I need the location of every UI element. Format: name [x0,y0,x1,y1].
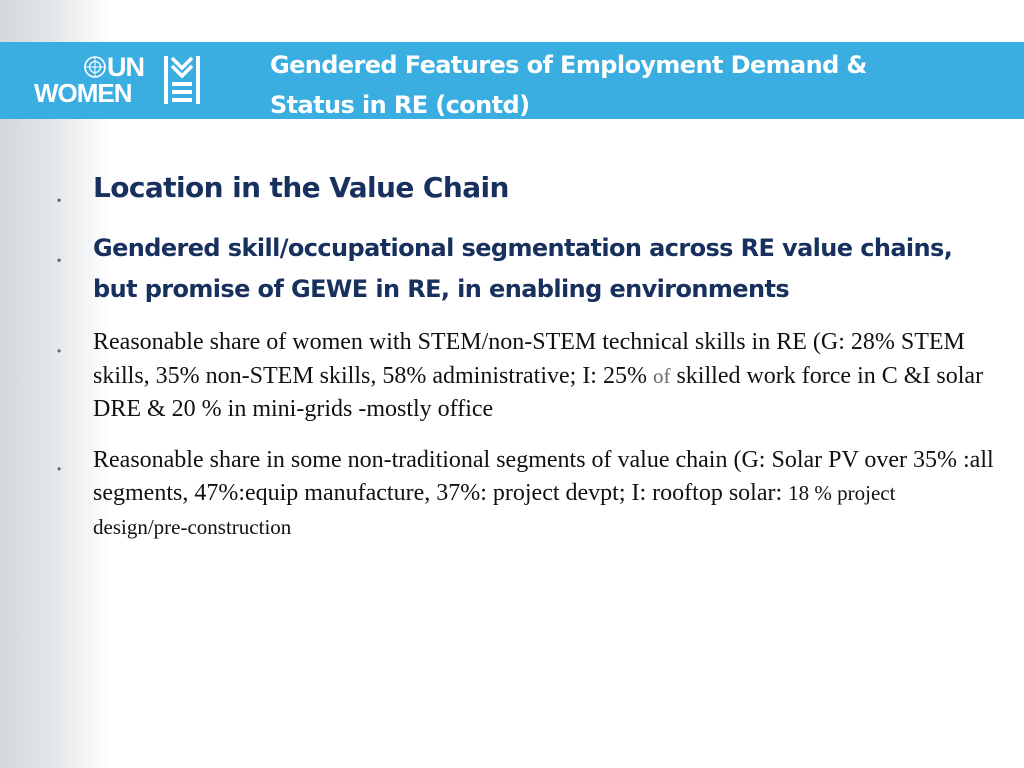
logo-line-women: WOMEN [34,78,132,108]
bullet-dot: • [57,253,61,267]
slide-title [270,45,990,125]
un-women-logo [34,54,209,108]
bullet-text-end: skilled work force in C &I solar DRE & 20 % in mini-grids -mostly office [93,362,984,422]
bullet-stem-share [55,326,995,427]
bullet-gendered-segmentation [55,228,995,310]
slide-title-line-1: Gendered Features of Employment Demand & [270,51,867,79]
logo-line-un: UN [107,52,144,82]
un-women-mark-icon [160,54,204,106]
bullet-text: Location in the Value Chain [93,171,509,204]
bullet-dot: • [57,461,62,476]
bullet-dot: • [57,344,62,358]
bullet-location-value-chain [55,168,995,208]
bullet-text: Gendered skill/occupational segmentation across RE value chains, but promise of GEWE in RE, in enabling environments [93,234,953,303]
bullet-non-traditional-segments [55,444,995,545]
bullet-dot: • [57,193,61,207]
bullet-text-small: 18 % project design/pre-construction [93,481,896,539]
bullet-list [55,168,995,544]
slide-title-line-2: Status in RE (contd) [270,91,530,119]
un-emblem-icon [84,56,106,78]
bullet-text-muted: of [652,363,671,388]
bullet-text-main: Reasonable share in some non-traditional segments of value chain (G: Solar PV over 35% :all segments, 47%:equip manufacture, 37%: project devpt; I: rooftop solar: [93,446,994,506]
bullet-text-main: Reasonable share of women with STEM/non-STEM technical skills in RE (G: 28% STEM skills, 35% non-STEM skills, 58% administrative; I: 25% [93,329,965,389]
